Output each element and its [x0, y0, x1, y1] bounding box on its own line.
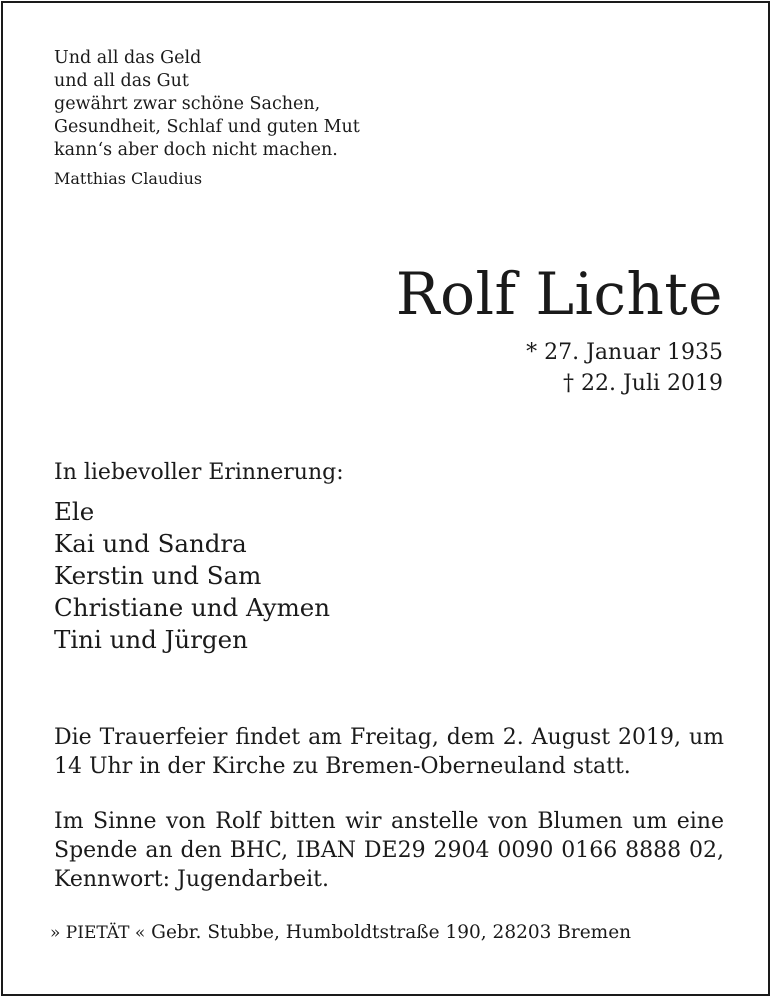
mourners-list — [54, 496, 330, 656]
death-date: † 22. Juli 2019 — [562, 371, 723, 396]
funeral-home-address: Gebr. Stubbe, Humboldtstraße 190, 28203 Bremen — [151, 922, 632, 943]
mourners-intro: In liebevoller Erinnerung: — [54, 460, 344, 485]
donation-line: Im Sinne von Rolf bitten wir anstelle von Blumen um eine — [54, 809, 724, 834]
mourner-name: Christiane und Aymen — [54, 593, 331, 622]
funeral-home-brand: » PIETÄT « — [50, 923, 146, 943]
life-dates — [526, 337, 723, 399]
poem-line: und all das Gut — [54, 71, 189, 91]
donation-line: Spende an den BHC, IBAN DE29 2904 0090 0166 8888 02, — [54, 838, 724, 863]
mourner-name: Kai und Sandra — [54, 529, 247, 558]
poem-author: Matthias Claudius — [54, 169, 203, 188]
poem-line: gewährt zwar schöne Sachen, — [54, 94, 321, 114]
poem-line: Gesundheit, Schlaf und guten Mut — [54, 117, 360, 137]
mourner-name: Kerstin und Sam — [54, 561, 262, 590]
poem-line: Und all das Geld — [54, 48, 202, 68]
donation-request — [54, 807, 724, 894]
funeral-announcement — [54, 723, 724, 781]
birth-date: * 27. Januar 1935 — [526, 340, 723, 365]
poem — [54, 47, 360, 190]
funeral-line: Die Trauerfeier findet am Freitag, dem 2. August 2019, um — [54, 725, 724, 750]
funeral-home-footer — [50, 919, 631, 947]
mourner-name: Ele — [54, 497, 95, 526]
poem-line: kann‘s aber doch nicht machen. — [54, 140, 338, 160]
donation-line: Kennwort: Jugendarbeit. — [54, 867, 329, 892]
funeral-line: 14 Uhr in der Kirche zu Bremen-Oberneuland statt. — [54, 754, 631, 779]
deceased-name: Rolf Lichte — [395, 260, 723, 328]
mourner-name: Tini und Jürgen — [54, 625, 248, 654]
